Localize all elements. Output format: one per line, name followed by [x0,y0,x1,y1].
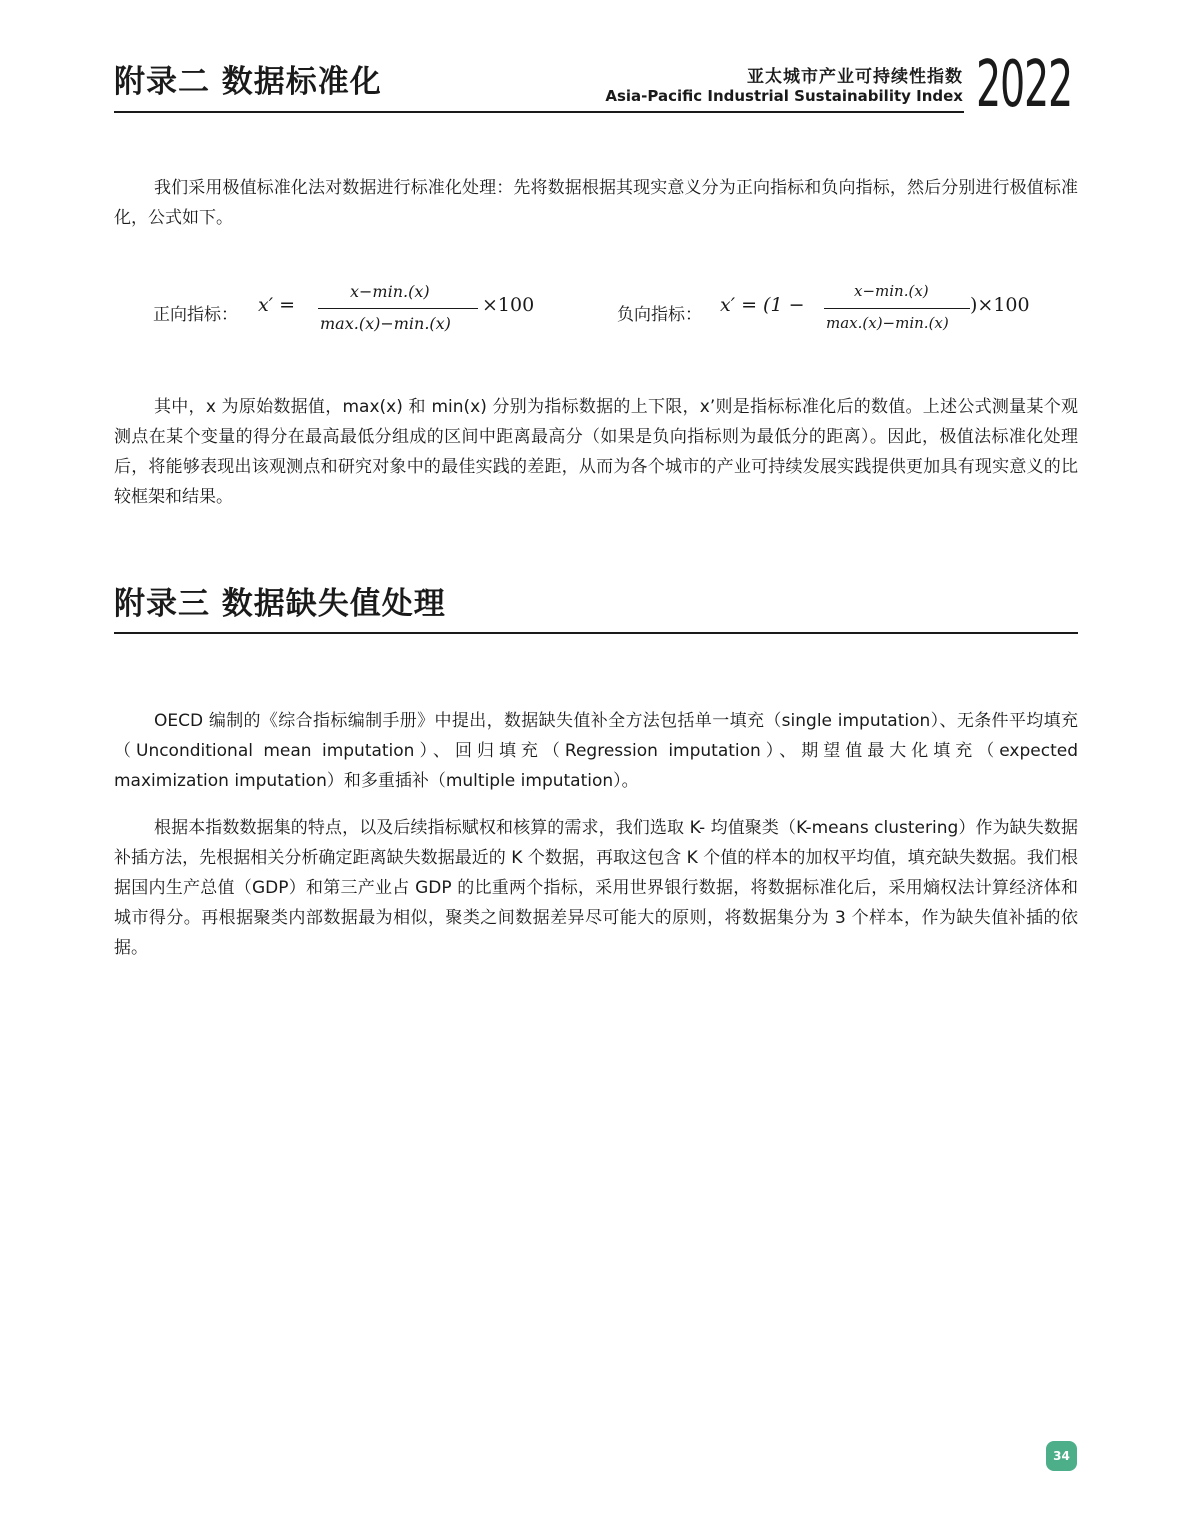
header-divider [114,111,964,113]
formula-negative-numerator: x−min.(x) [854,282,929,300]
formula-positive [258,282,558,338]
section-title: 附录三 数据缺失值处理 [114,586,446,622]
formula-positive-lhs: x′ = [258,294,295,316]
formula-positive-numerator: x−min.(x) [350,282,430,301]
formula-negative [720,282,1040,338]
formula-positive-multiplier: ×100 [482,294,535,316]
imputation-methods-paragraph: OECD 编制的《综合指标编制手册》中提出，数据缺失值补全方法包括单一填充（single imputation）、无条件平均填充（Unconditional mean imputation）、回归填充（Regression imputation）、期望值最大化填充（expected maximization imputation）和多重插补（multiple imputation）。 [114,711,1078,791]
brand-title-en: Asia-Pacific Industrial Sustainability Index [605,87,963,105]
brand-title-cn: 亚太城市产业可持续性指数 [747,67,963,87]
formula-positive-fraction-bar [318,308,478,309]
kmeans-paragraph: 根据本指数数据集的特点，以及后续指标赋权和核算的需求，我们选取 K- 均值聚类（K-means clustering）作为缺失数据补插方法，先根据相关分析确定距离缺失数据最近的 K 个数据，再取这包含 K 个值的样本的加权平均值，填充缺失数据。我们根据国内生产总值（GDP）和第三产业占 GDP 的比重两个指标，采用世界银行数据，将数据标准化后，采用熵权法计算经济体和城市得分。再根据聚类内部数据最为相似，聚类之间数据差异尽可能大的原则，将数据集分为 3 个样本，作为缺失值补插的依据。 [114,818,1078,958]
formula-negative-lhs: x′ = (1 − [720,294,805,316]
section-divider [114,632,1078,634]
formula-positive-denominator: max.(x)−min.(x) [320,314,451,333]
formula-positive-label: 正向指标： [153,305,238,325]
formula-negative-denominator: max.(x)−min.(x) [826,314,949,332]
formula-negative-fraction-bar [824,308,970,309]
intro-paragraph: 我们采用极值标准化法对数据进行标准化处理：先将数据根据其现实意义分为正向指标和负向指标，然后分别进行极值标准化，公式如下。 [114,178,1078,228]
page-number-badge: 34 [1046,1441,1077,1471]
formula-negative-label: 负向指标： [617,305,702,325]
formula-negative-multiplier: )×100 [970,294,1030,316]
brand-year: 2022 [976,48,1073,122]
formula-explanation-paragraph: 其中，x 为原始数据值，max(x) 和 min(x) 分别为指标数据的上下限，x’则是指标标准化后的数值。上述公式测量某个观测点在某个变量的得分在最高最低分组成的区间中距离最高分（如果是负向指标则为最低分的距离）。因此，极值法标准化处理后，将能够表现出该观测点和研究对象中的最佳实践的差距，从而为各个城市的产业可持续发展实践提供更加具有现实意义的比较框架和结果。 [114,397,1078,507]
page-title: 附录二 数据标准化 [114,64,382,100]
